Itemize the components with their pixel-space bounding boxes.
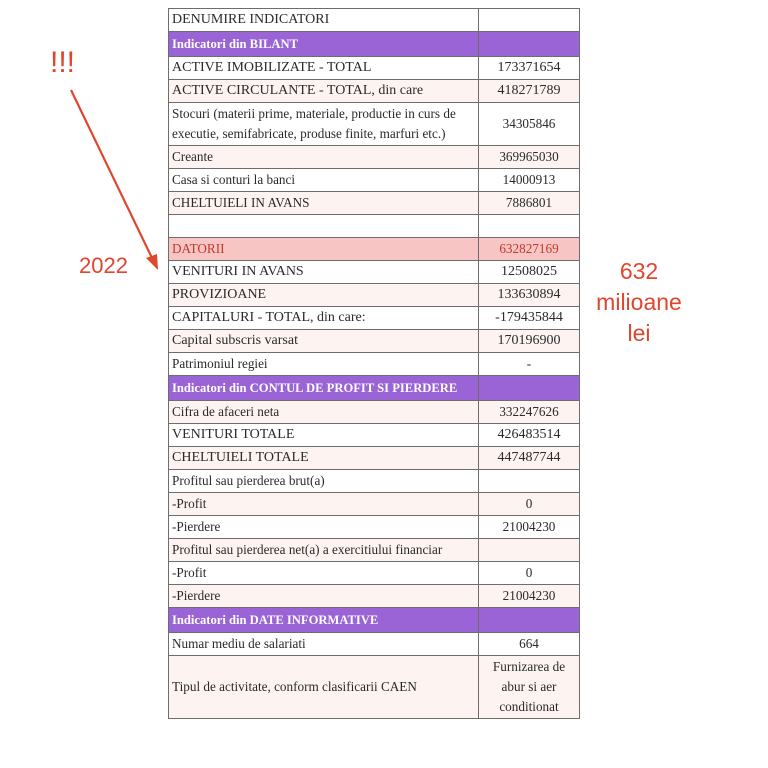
indicator-value: 7886801	[479, 192, 580, 215]
indicator-label: Patrimoniul regiei	[169, 353, 479, 376]
indicator-value: 632827169	[479, 238, 580, 261]
year-annotation: 2022	[79, 253, 128, 278]
indicator-value: 14000913	[479, 169, 580, 192]
exclamation-annotation: !!!	[50, 46, 76, 79]
arrow-head	[146, 254, 158, 270]
indicator-label: -Profit	[169, 493, 479, 516]
indicator-label: Indicatori din CONTUL DE PROFIT SI PIERDERE	[169, 376, 479, 401]
indicator-value: 173371654	[479, 57, 580, 80]
indicator-label: Indicatori din DATE INFORMATIVE	[169, 608, 479, 633]
indicator-label: Stocuri (materii prime, materiale, productie in curs de executie, semifabricate, produse finite, marfuri etc.)	[169, 103, 479, 146]
indicator-label: Creante	[169, 146, 479, 169]
indicator-label: DATORII	[169, 238, 479, 261]
indicator-label: VENITURI TOTALE	[169, 424, 479, 447]
indicator-value: Furnizarea de abur si aer conditionat	[479, 656, 580, 719]
indicator-label: -Profit	[169, 562, 479, 585]
arrow-shaft	[71, 90, 152, 258]
indicator-value: -179435844	[479, 307, 580, 330]
indicator-label: -Pierdere	[169, 585, 479, 608]
indicator-value: 0	[479, 493, 580, 516]
indicator-label: CHELTUIELI TOTALE	[169, 447, 479, 470]
indicator-value: 418271789	[479, 80, 580, 103]
indicator-value: 34305846	[479, 103, 580, 146]
indicator-label: -Pierdere	[169, 516, 479, 539]
indicator-value: 332247626	[479, 401, 580, 424]
indicator-value: 133630894	[479, 284, 580, 307]
indicator-label: DENUMIRE INDICATORI	[169, 9, 479, 32]
indicator-label: CHELTUIELI IN AVANS	[169, 192, 479, 215]
indicator-label: ACTIVE IMOBILIZATE - TOTAL	[169, 57, 479, 80]
indicator-value: 12508025	[479, 261, 580, 284]
indicator-value: 447487744	[479, 447, 580, 470]
amount-note-annotation: 632 milioane lei	[596, 258, 682, 346]
indicator-value: 369965030	[479, 146, 580, 169]
indicator-label: ACTIVE CIRCULANTE - TOTAL, din care	[169, 80, 479, 103]
indicator-label: Cifra de afaceri neta	[169, 401, 479, 424]
indicator-label: Profitul sau pierderea net(a) a exercitiului financiar	[169, 539, 479, 562]
indicator-label: Casa si conturi la banci	[169, 169, 479, 192]
indicator-value: -	[479, 353, 580, 376]
indicator-value: 664	[479, 633, 580, 656]
indicator-label: Capital subscris varsat	[169, 330, 479, 353]
indicator-label: Tipul de activitate, conform clasificarii CAEN	[169, 656, 479, 719]
indicator-value: 0	[479, 562, 580, 585]
indicator-value: 170196900	[479, 330, 580, 353]
indicator-value: 21004230	[479, 585, 580, 608]
indicator-label: Numar mediu de salariati	[169, 633, 479, 656]
indicator-label: Profitul sau pierderea brut(a)	[169, 470, 479, 493]
indicator-value: 21004230	[479, 516, 580, 539]
indicator-label: CAPITALURI - TOTAL, din care:	[169, 307, 479, 330]
indicator-value: 426483514	[479, 424, 580, 447]
indicator-label: Indicatori din BILANT	[169, 32, 479, 57]
indicator-label: PROVIZIOANE	[169, 284, 479, 307]
indicator-label: VENITURI IN AVANS	[169, 261, 479, 284]
